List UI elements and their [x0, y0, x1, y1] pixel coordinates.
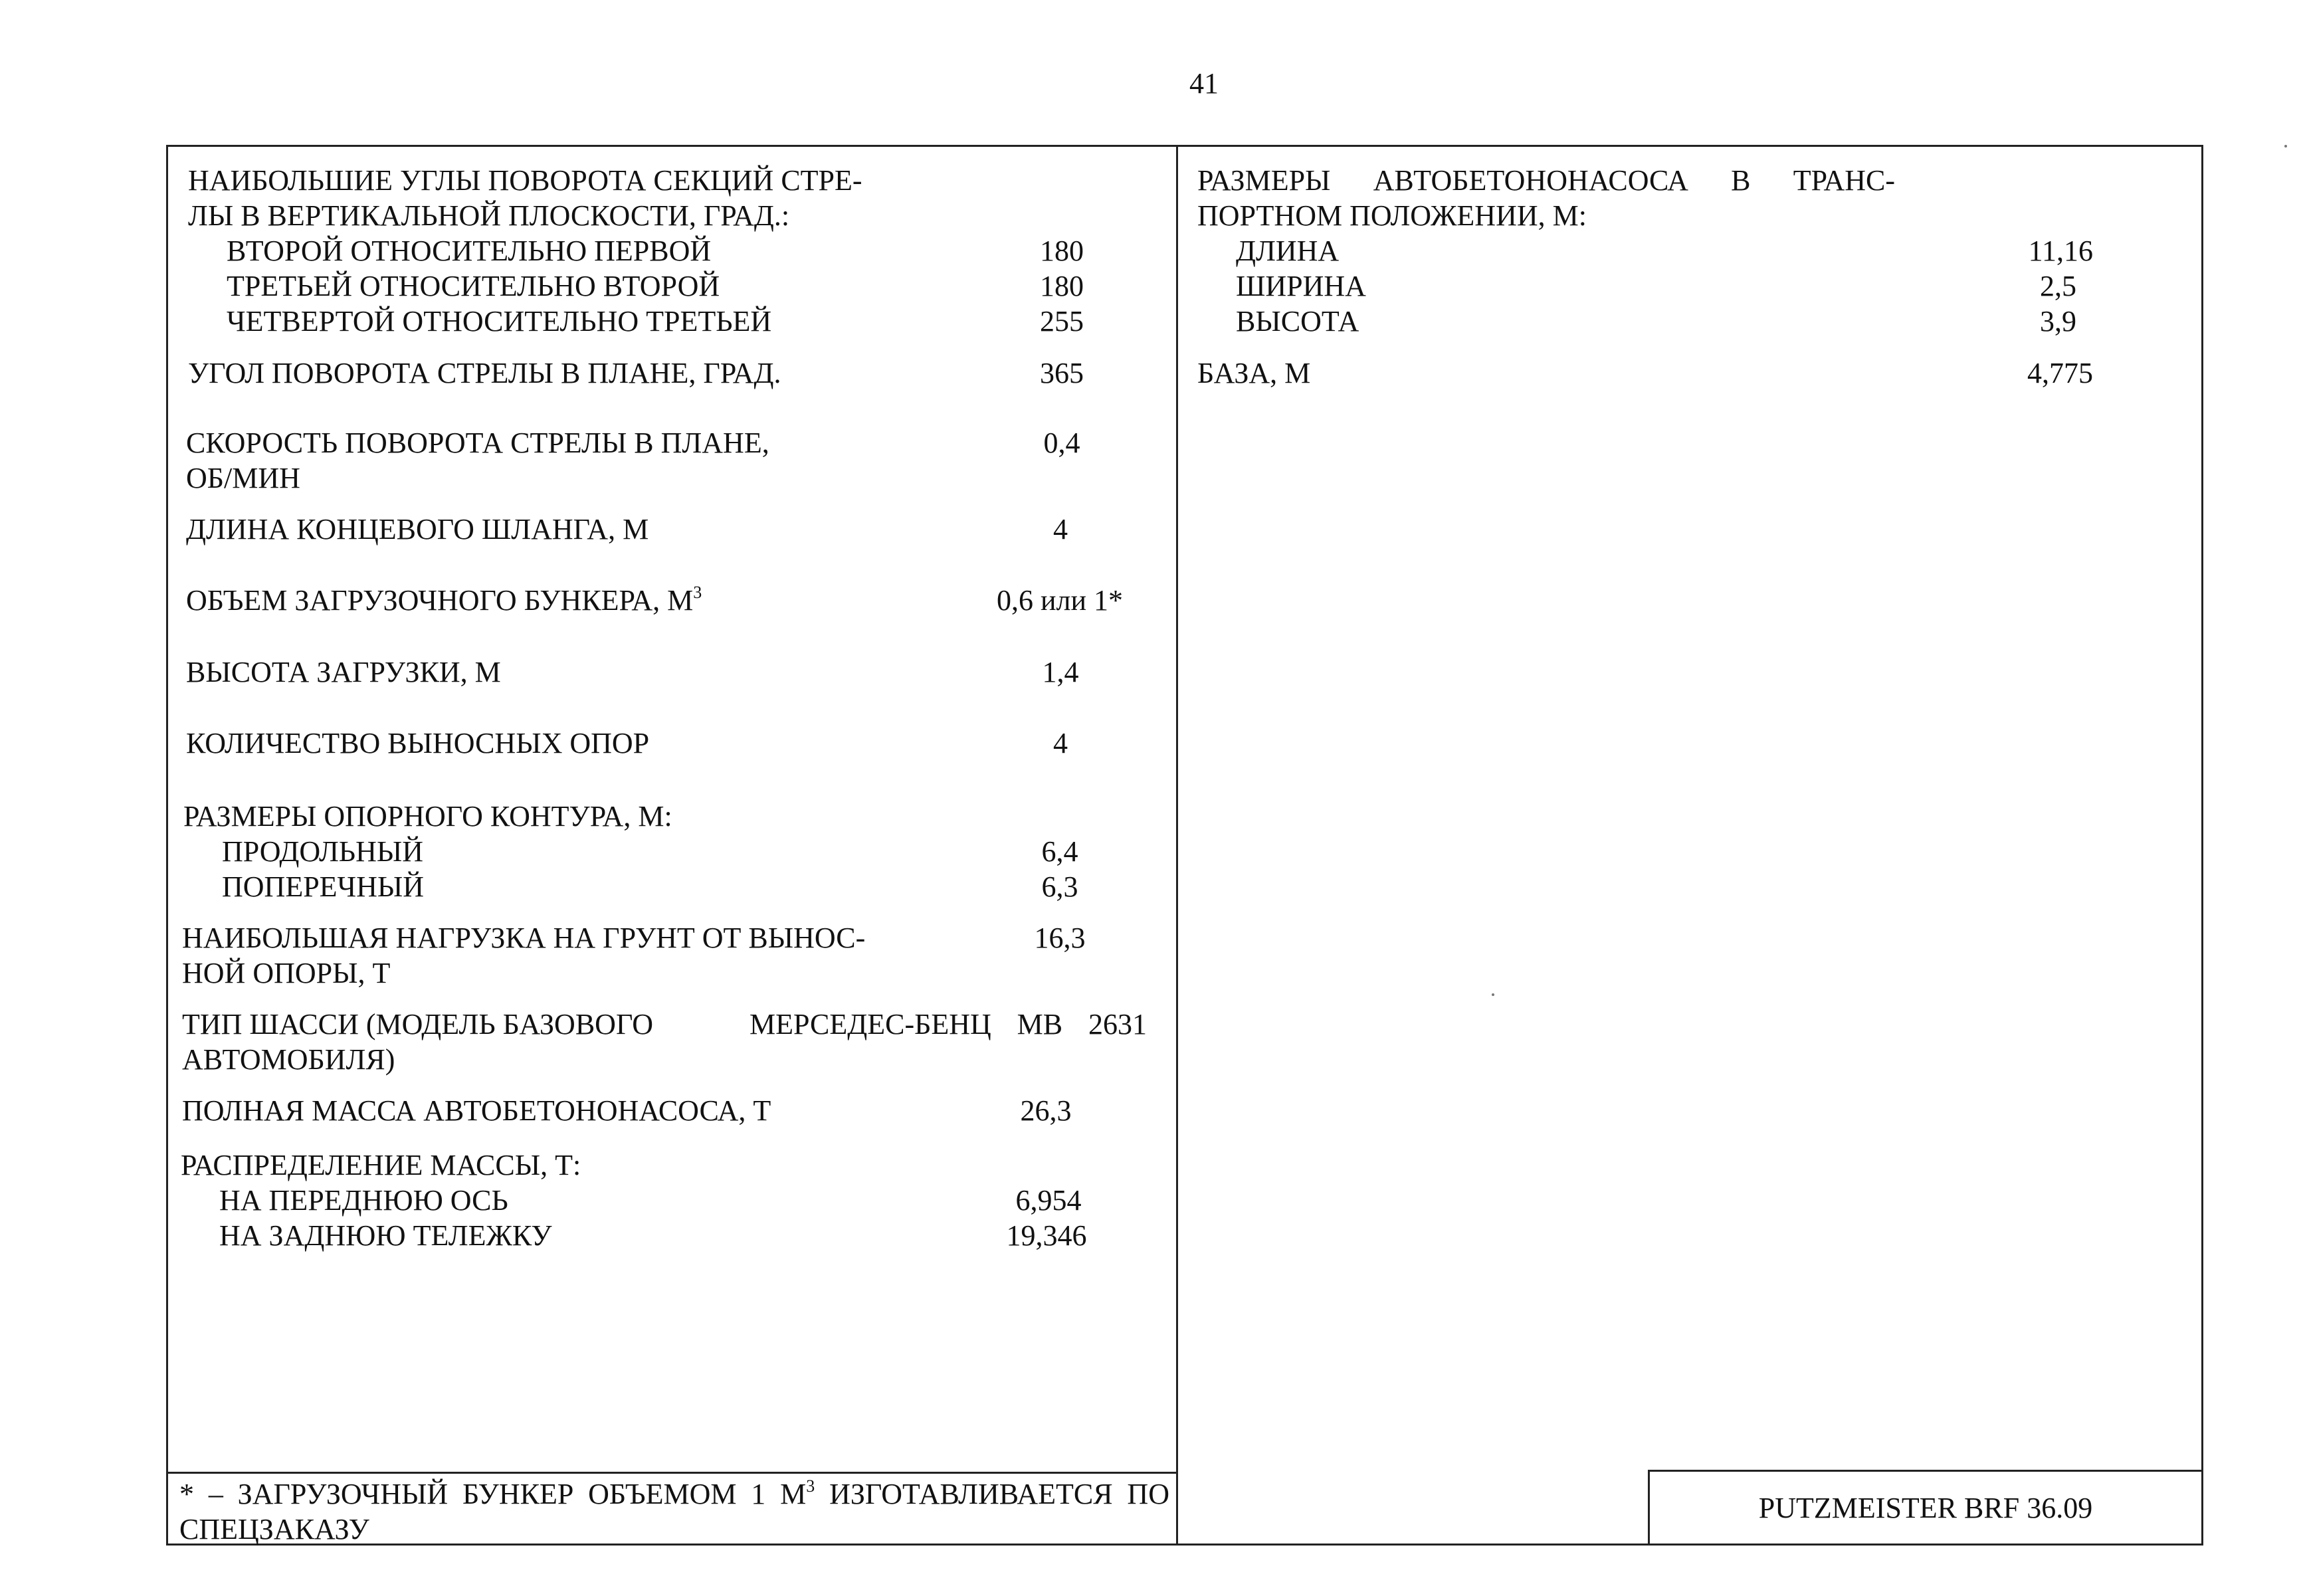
scan-speck — [2284, 145, 2287, 148]
hopper-volume-label — [186, 583, 702, 618]
turn-angle-row-label: ВТОРОЙ ОТНОСИТЕЛЬНО ПЕРВОЙ — [227, 235, 712, 267]
hose-length-label: ДЛИНА КОНЦЕВОГО ШЛАНГА, М — [186, 513, 649, 546]
chassis-value: МЕРСЕДЕС-БЕНЦ МВ 2631 — [750, 1008, 1147, 1041]
turn-angle-row-value: 255 — [1040, 305, 1084, 338]
turn-angle-row-value: 180 — [1040, 270, 1084, 302]
transport-dim-row-label: ДЛИНА — [1236, 235, 1340, 267]
hose-length-value: 4 — [1053, 513, 1068, 546]
transport-dim-row-label: ВЫСОТА — [1236, 305, 1359, 338]
turn-angles-title-line2: ЛЫ В ВЕРТИКАЛЬНОЙ ПЛОСКОСТИ, ГРАД.: — [188, 199, 790, 232]
scan-speck — [1492, 993, 1494, 996]
footnote-text-a: * – ЗАГРУЗОЧНЫЙ БУНКЕР ОБЪЕМОМ 1 М — [179, 1478, 807, 1510]
model-stamp: PUTZMEISTER BRF 36.09 — [1648, 1470, 2203, 1546]
plan-angle-label: УГОЛ ПОВОРОТА СТРЕЛЫ В ПЛАНЕ, ГРАД. — [188, 357, 781, 389]
turn-angle-row-label: ТРЕТЬЕЙ ОТНОСИТЕЛЬНО ВТОРОЙ — [227, 270, 720, 302]
base-label: БАЗА, М — [1197, 357, 1311, 389]
turn-angle-row-value: 180 — [1040, 235, 1084, 267]
mass-distribution-row-label: НА ЗАДНЮЮ ТЕЛЕЖКУ — [219, 1219, 552, 1252]
column-divider — [1176, 145, 1178, 1546]
support-contour-title: РАЗМЕРЫ ОПОРНОГО КОНТУРА, М: — [183, 800, 672, 833]
cubic-superscript: 3 — [693, 583, 702, 602]
transport-dim-row-value: 2,5 — [2040, 270, 2076, 302]
total-mass-value: 26,3 — [1020, 1094, 1072, 1127]
plan-speed-value: 0,4 — [1043, 427, 1080, 459]
footnote — [179, 1476, 1169, 1547]
cubic-superscript: 3 — [806, 1476, 815, 1496]
outriggers-label: КОЛИЧЕСТВО ВЫНОСНЫХ ОПОР — [186, 727, 650, 759]
transport-dim-row-label: ШИРИНА — [1236, 270, 1366, 302]
support-contour-row-label: ПОПЕРЕЧНЫЙ — [222, 870, 425, 903]
mass-distribution-row-value: 19,346 — [1006, 1219, 1087, 1252]
chassis-label-line2: АВТОМОБИЛЯ) — [182, 1043, 395, 1076]
mass-distribution-title: РАСПРЕДЕЛЕНИЕ МАССЫ, Т: — [181, 1149, 581, 1181]
turn-angle-row-label: ЧЕТВЕРТОЙ ОТНОСИТЕЛЬНО ТРЕТЬЕЙ — [227, 305, 772, 338]
load-height-label: ВЫСОТА ЗАГРУЗКИ, М — [186, 656, 501, 688]
base-value: 4,775 — [2027, 357, 2093, 389]
load-height-value: 1,4 — [1042, 656, 1079, 688]
plan-speed-label-line2: ОБ/МИН — [186, 462, 300, 494]
page-number: 41 — [1189, 67, 1219, 100]
turn-angles-title-line1: НАИБОЛЬШИЕ УГЛЫ ПОВОРОТА СЕКЦИЙ СТРЕ- — [188, 164, 862, 197]
outriggers-value: 4 — [1053, 727, 1068, 759]
ground-load-label-line1: НАИБОЛЬШАЯ НАГРУЗКА НА ГРУНТ ОТ ВЫНОС- — [182, 922, 866, 954]
transport-dim-row-value: 3,9 — [2040, 305, 2076, 338]
plan-speed-label-line1: СКОРОСТЬ ПОВОРОТА СТРЕЛЫ В ПЛАНЕ, — [186, 427, 769, 459]
plan-angle-value: 365 — [1040, 357, 1084, 389]
hopper-volume-label-text: ОБЪЕМ ЗАГРУЗОЧНОГО БУНКЕРА, М — [186, 584, 694, 617]
footnote-text-b: ИЗГОТАВЛИВАЕТСЯ ПО СПЕЦЗАКАЗУ — [179, 1478, 1169, 1546]
transport-dim-row-value: 11,16 — [2028, 235, 2093, 267]
transport-dims-title-line2: ПОРТНОМ ПОЛОЖЕНИИ, М: — [1197, 199, 1587, 232]
transport-dims-title-line1: РАЗМЕРЫ АВТОБЕТОНОНАСОСА В ТРАНС- — [1197, 164, 1895, 197]
mass-distribution-row-value: 6,954 — [1015, 1184, 1082, 1217]
ground-load-value: 16,3 — [1034, 922, 1086, 954]
mass-distribution-row-label: НА ПЕРЕДНЮЮ ОСЬ — [219, 1184, 508, 1217]
support-contour-row-value: 6,4 — [1041, 835, 1078, 868]
hopper-volume-value: 0,6 или 1* — [996, 584, 1124, 617]
chassis-label-line1: ТИП ШАССИ (МОДЕЛЬ БАЗОВОГО — [182, 1008, 654, 1041]
support-contour-row-label: ПРОДОЛЬНЫЙ — [222, 835, 423, 868]
support-contour-row-value: 6,3 — [1041, 870, 1078, 903]
ground-load-label-line2: НОЙ ОПОРЫ, Т — [182, 957, 391, 989]
total-mass-label: ПОЛНАЯ МАССА АВТОБЕТОНОНАСОСА, Т — [182, 1094, 771, 1127]
